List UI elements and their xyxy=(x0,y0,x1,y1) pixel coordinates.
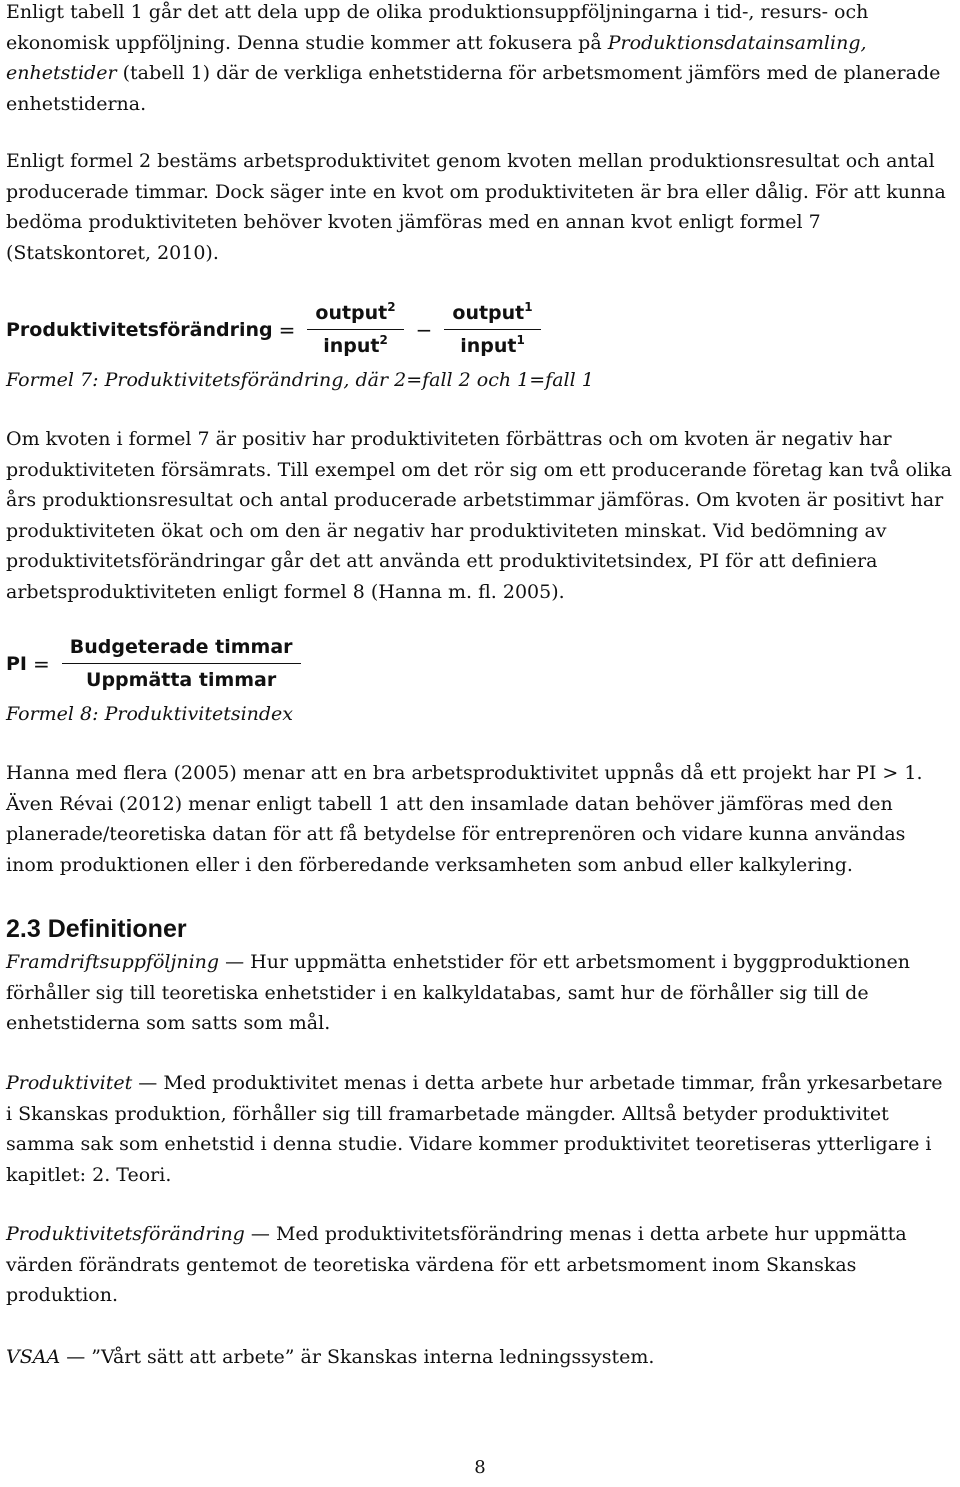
formula-7-fraction-1 xyxy=(307,300,403,359)
formula-7-fraction-2 xyxy=(444,300,540,359)
definition-text: — Med produktivitetsförändring menas i detta arbete hur uppmätta värden förändrats gentemot de teoretiska värdena för ett arbetsmoment inom Skanskas produktion. xyxy=(6,1223,907,1306)
formula-8-equals: = xyxy=(33,651,50,676)
formula-8-numerator: Budgeterade timmar xyxy=(62,634,301,664)
paragraph-intro xyxy=(6,0,952,119)
formula-7 xyxy=(6,300,547,359)
page-number: 8 xyxy=(474,1457,486,1478)
definition-produktivitetsforandring xyxy=(6,1219,952,1311)
formula-8-caption: Formel 8: Produktivitetsindex xyxy=(6,703,294,725)
formula-7-fraction-1-denominator: input$^2$ xyxy=(323,333,388,357)
formula-7-equals: = xyxy=(278,317,296,342)
paragraph-positive-quotient: Om kvoten i formel 7 är positiv har produktiviteten förbättras och om kvoten är negativ har produktiviteten försämrats. Till exempel om det rör sig om ett producerande företag kan två olika års produktionsresultat och antal producerade arbetstimmar jämföras. Om kvoten är positivt har produktiviteten ökat och om den är negativ har produktiviteten minskat. Vid bedömning av produktivitetsförändringar går det att använda ett produktivitetsindex, PI för att definiera arbetsproduktiviteten enligt formel 8 (Hanna m. fl. 2005). xyxy=(6,428,952,603)
formula-8-lhs: PI xyxy=(6,652,27,675)
formula-7-fraction-1-numerator: output$^2$ xyxy=(307,300,403,330)
definition-text: — Hur uppmätta enhetstider för ett arbetsmoment i byggproduktionen förhåller sig till teoretiska enhetstider i en kalkyldatabas, samt hur de förhåller sig till de enhetstiderna som satts som mål. xyxy=(6,951,910,1034)
paragraph-intro-part2: (tabell 1) där de verkliga enhetstiderna för arbetsmoment jämförs med de planerade enhetstiderna. xyxy=(6,62,941,115)
formula-8 xyxy=(6,634,307,693)
formula-7-minus: − xyxy=(415,317,433,342)
formula-7-fraction-2-denominator: input$^1$ xyxy=(460,333,525,357)
formula-7-fraction-2-numerator: output$^1$ xyxy=(444,300,540,330)
definition-vsaa xyxy=(6,1342,952,1373)
definition-term: Framdriftsuppföljning xyxy=(6,951,220,973)
paragraph-formula2: Enligt formel 2 bestäms arbetsproduktivitet genom kvoten mellan produktionsresultat och antal producerade timmar. Dock säger inte en kvot om produktiviteten är bra eller dålig. För att kunna bedöma produktiviteten behöver kvoten jämföras med en annan kvot enligt formel 7 (Statskontoret, 2010). xyxy=(6,150,946,264)
definition-text: — Med produktivitet menas i detta arbete hur arbetade timmar, från yrkesarbetare i Skanskas produktion, förhåller sig till framarbetade mängder. Alltså betyder produktivitet samma sak som enhetstid i denna studie. Vidare kommer produktivitet teoretiseras ytterligare i kapitlet: 2. Teori. xyxy=(6,1072,943,1186)
definition-term: Produktivitetsförändring xyxy=(6,1223,245,1245)
paragraph-intro-emphasis: Produktionsdatainsamling, enhetstider xyxy=(6,31,867,84)
formula-7-lhs: Produktivitetsförändring xyxy=(6,318,273,341)
formula-7-caption: Formel 7: Produktivitetsförändring, där 2=fall 2 och 1=fall 1 xyxy=(6,369,594,391)
definition-term: VSAA xyxy=(6,1346,61,1368)
definition-text: — ”Vårt sätt att arbete” är Skanskas interna ledningssystem. xyxy=(60,1346,655,1368)
paragraph-hanna: Hanna med flera (2005) menar att en bra arbetsproduktivitet uppnås då ett projekt har PI > 1. Även Révai (2012) menar enligt tabell 1 att den insamlade datan behöver jämföras med den planerade/teoretiska datan för att få betydelse för entreprenören och vidare kunna användas inom produktionen eller i den förberedande verksamheten som anbud eller kalkylering. xyxy=(6,762,923,876)
definition-produktivitet xyxy=(6,1068,952,1190)
definition-term: Produktivitet xyxy=(6,1072,133,1094)
formula-8-fraction xyxy=(62,634,301,693)
section-heading: 2.3 Definitioner xyxy=(6,915,187,943)
formula-8-denominator: Uppmätta timmar xyxy=(86,669,277,691)
paragraph-intro-part1: Enligt tabell 1 går det att dela upp de olika produktionsuppföljningarna i tid-, resurs- och ekonomisk uppföljning. Denna studie kommer att fokusera på xyxy=(6,1,869,54)
definition-framdriftsuppfoljning xyxy=(6,947,952,1039)
